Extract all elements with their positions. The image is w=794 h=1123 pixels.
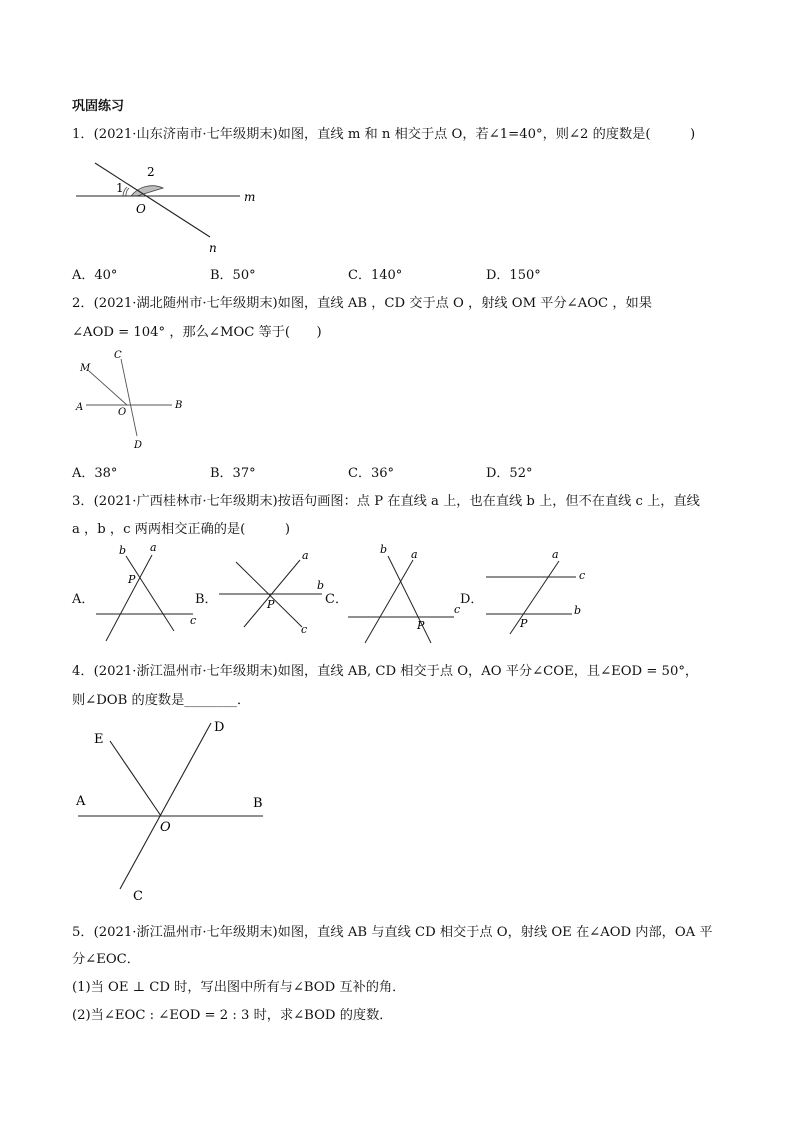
q3-option-c: C． (325, 592, 348, 607)
question-5-part-2: (2)当∠EOC : ∠EOD = 2 : 3 时，求∠BOD 的度数． (72, 1008, 393, 1023)
label-b: b (574, 604, 582, 617)
label-c: c (579, 569, 586, 582)
label-c: c (301, 623, 308, 636)
label-p: P (520, 617, 528, 630)
label-c: c (190, 614, 197, 627)
label-b: b (119, 544, 127, 557)
q2-option-c: C．36° (348, 466, 394, 481)
label-n: n (209, 241, 217, 255)
label-p: P (417, 619, 425, 632)
question-5-stem-line2: 分∠EOC． (72, 952, 140, 967)
q3-option-d: D． (460, 592, 484, 607)
label-a: a (552, 548, 559, 561)
question-5-stem-line1: 5．(2021·浙江温州市·七年级期末)如图，直线 AB 与直线 CD 相交于点 O，射线 OE 在∠AOD 内部，OA 平 (72, 925, 713, 940)
label-a: A (76, 794, 86, 809)
question-5-part-1: (1)当 OE ⊥ CD 时，写出图中所有与∠BOD 互补的角． (72, 980, 406, 995)
question-1-stem: 1．(2021·山东济南市·七年级期末)如图，直线 m 和 n 相交于点 O，若∠1=40°，则∠2 的度数是( ) (72, 127, 696, 142)
question-4-stem-line2: 则∠DOB 的度数是________． (72, 693, 251, 708)
label-b: b (317, 579, 325, 592)
label-a: a (411, 548, 418, 561)
q2-option-a: A．38° (72, 466, 118, 481)
label-p: P (128, 573, 136, 586)
label-c: C (114, 350, 122, 361)
label-m: m (244, 190, 256, 204)
label-angle-2: 2 (147, 165, 155, 179)
label-c: c (454, 603, 461, 616)
label-d: D (214, 720, 225, 735)
q2-option-b: B．37° (210, 466, 256, 481)
question-4-stem-line1: 4．(2021·浙江温州市·七年级期末)如图，直线 AB, CD 相交于点 O，AO 平分∠COE，且∠EOD = 50°， (72, 664, 699, 679)
question-3-stem-line1: 3．(2021·广西桂林市·七年级期末)按语句画图：点 P 在直线 a 上，也在直线 b 上，但不在直线 c 上，直线 (72, 494, 700, 509)
label-o: O (118, 407, 127, 418)
q1-option-c: C．140° (348, 268, 403, 283)
label-o: O (136, 202, 146, 216)
ray-oe (110, 741, 161, 816)
section-title: 巩固练习 (72, 99, 125, 114)
label-a: a (302, 549, 309, 562)
label-a: A (76, 402, 84, 413)
label-m: M (80, 363, 91, 374)
q2-option-d: D．52° (486, 466, 533, 481)
question-3-stem-line2: a ，b ，c 两两相交正确的是( ) (72, 522, 290, 537)
question-2-stem-line2: ∠AOD = 104° ，那么∠MOC 等于( ) (72, 325, 322, 340)
label-a: a (150, 541, 157, 554)
label-p: P (267, 598, 275, 611)
q1-option-a: A．40° (72, 268, 118, 283)
line-cd (120, 723, 211, 889)
label-b: B (175, 400, 183, 411)
label-b: b (380, 543, 388, 556)
label-d: D (134, 440, 143, 451)
label-c: C (133, 889, 143, 904)
q3-option-a: A． (72, 592, 95, 607)
q1-option-b: B．50° (210, 268, 256, 283)
label-e: E (94, 732, 104, 747)
label-b: B (253, 796, 263, 811)
question-2-stem-line1: 2．(2021·湖北随州市·七年级期末)如图，直线 AB ，CD 交于点 O ，射线 OM 平分∠AOC ，如果 (72, 296, 652, 311)
label-o: O (160, 820, 171, 835)
q1-option-d: D．150° (486, 268, 541, 283)
q3-option-b: B． (195, 592, 218, 607)
label-angle-1: 1 (116, 181, 124, 195)
